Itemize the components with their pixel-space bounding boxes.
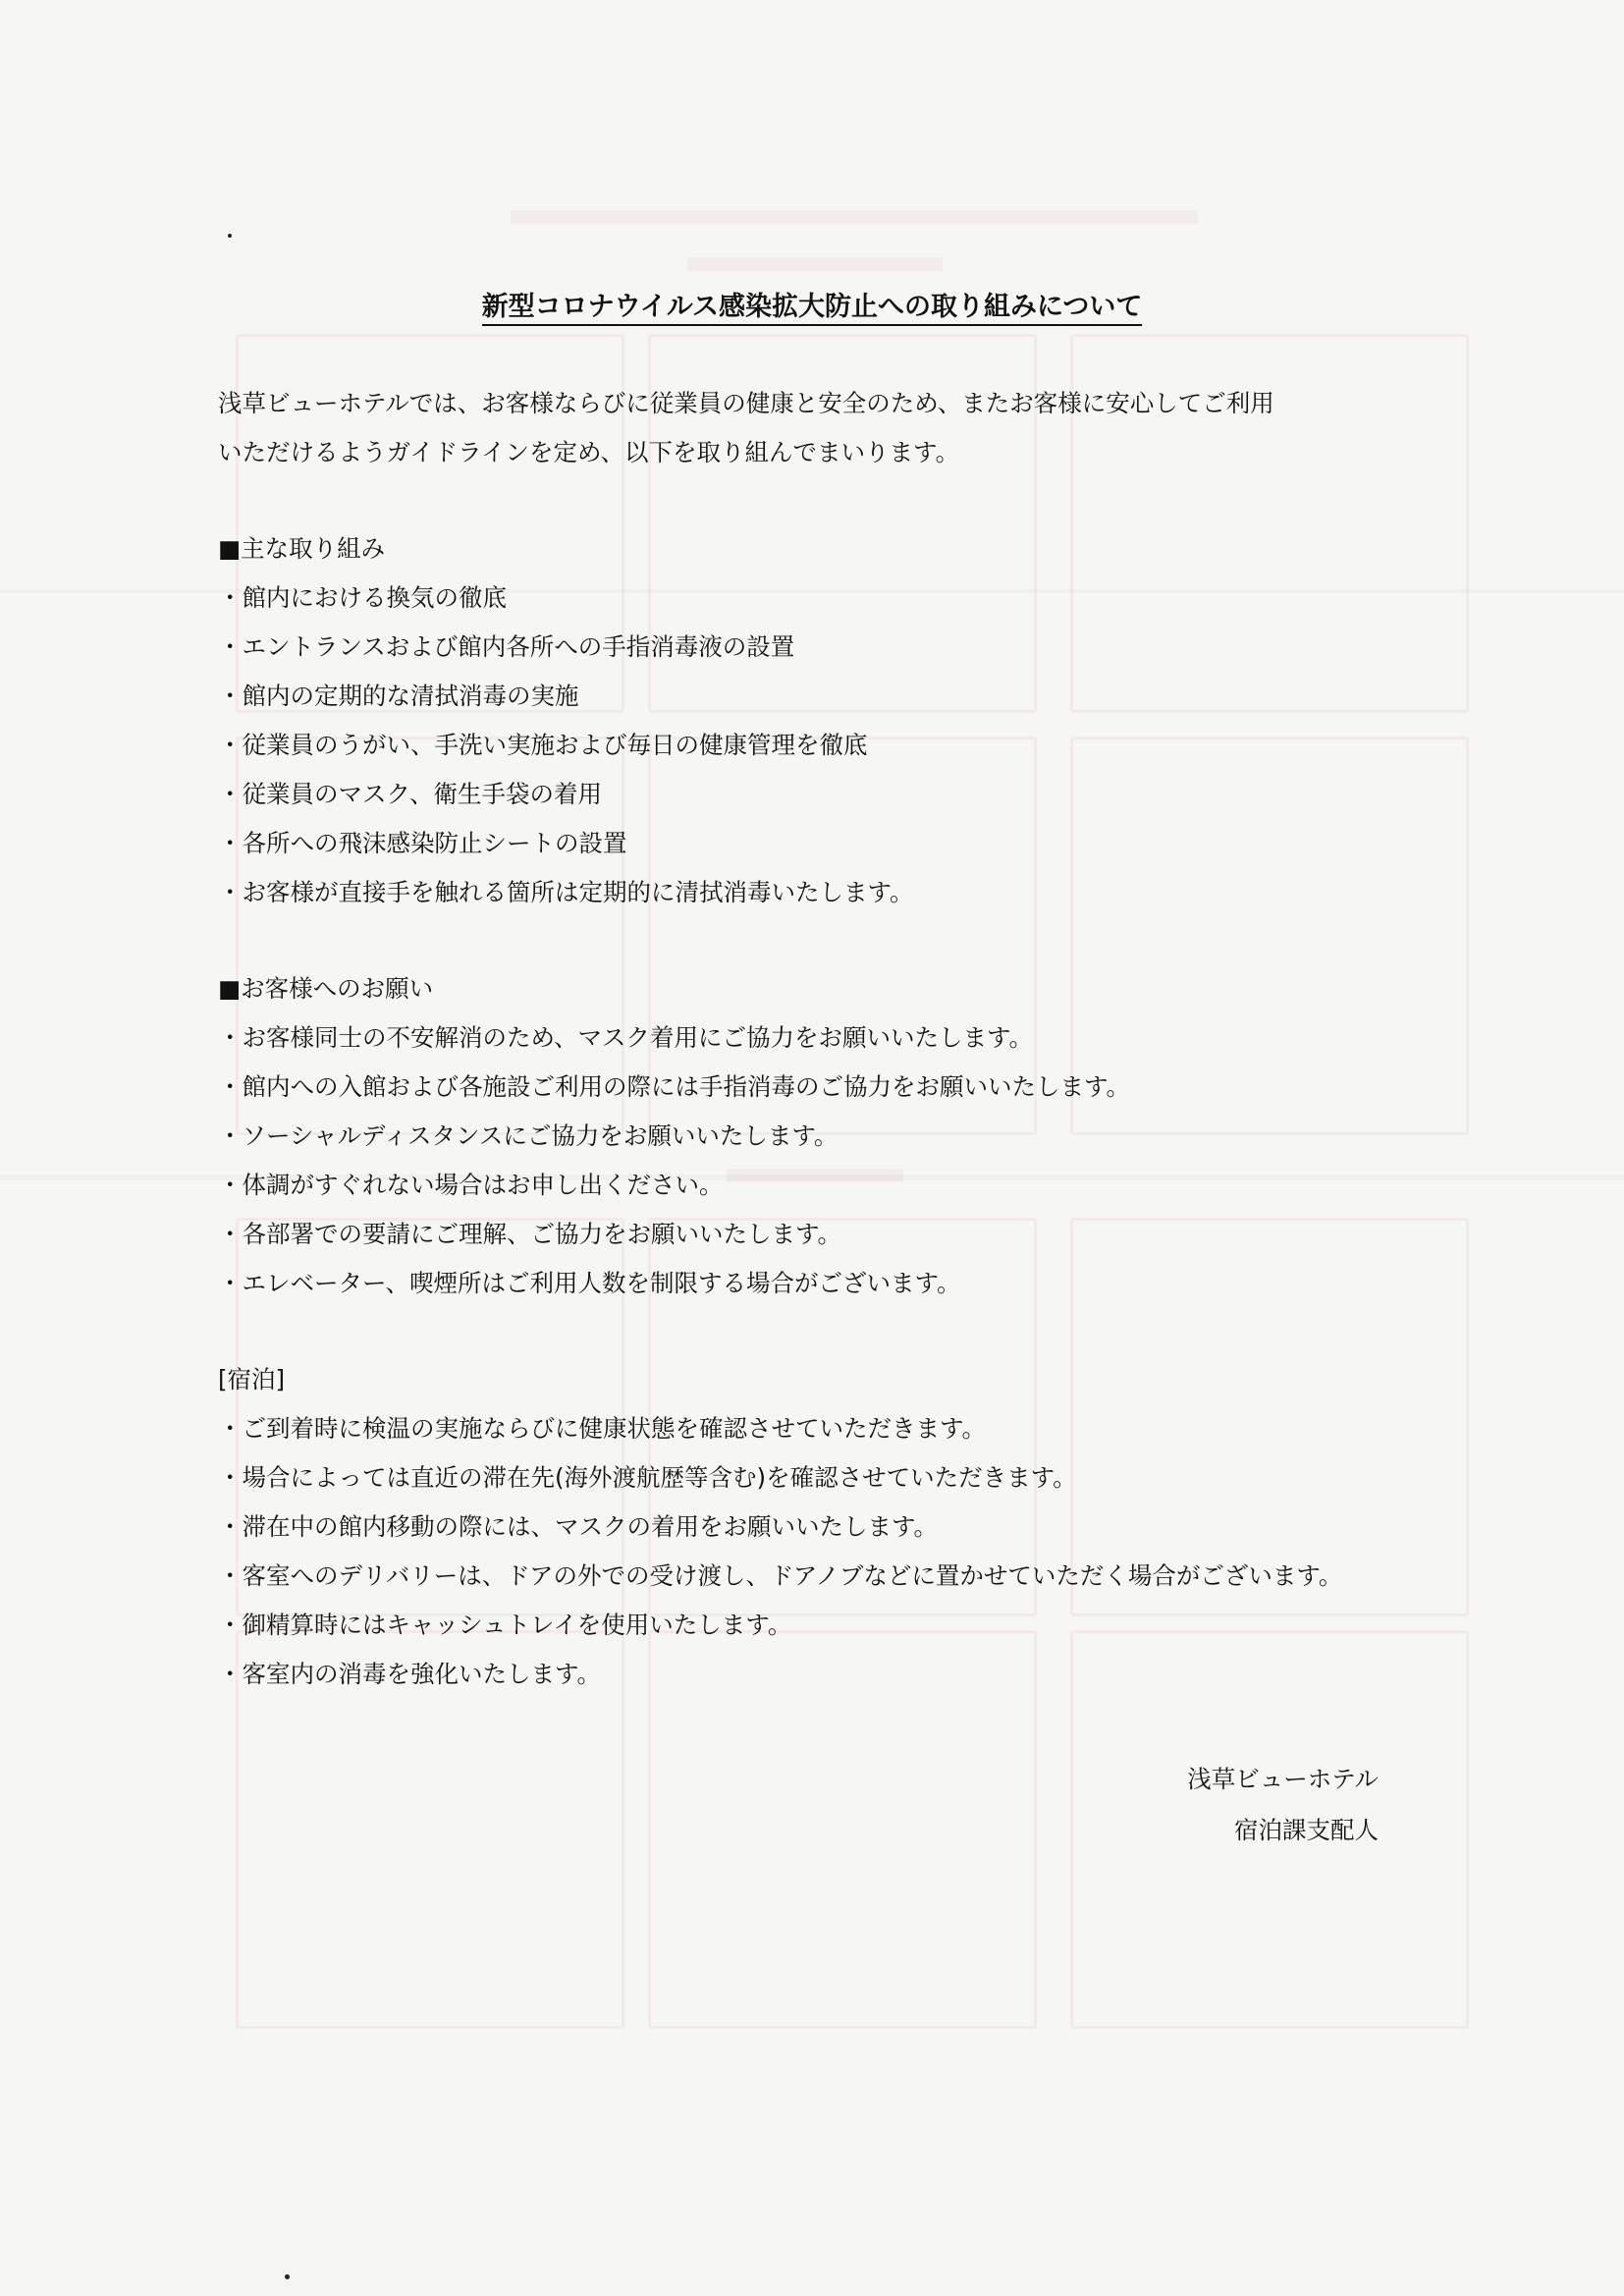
list-item: ・ご到着時に検温の実施ならびに健康状態を確認させていただきます。 <box>218 1414 987 1443</box>
signer-position: 宿泊課支配人 <box>1234 1816 1379 1844</box>
title-text: 新型コロナウイルス感染拡大防止への取り組みについて <box>482 292 1143 326</box>
intro-line: いただけるようガイドラインを定め、以下を取り組んでまいります。 <box>218 438 960 466</box>
list-item: ・従業員のマスク、衛生手袋の着用 <box>218 780 603 808</box>
list-item: ・各部署での要請にご理解、ご協力をお願いいたします。 <box>218 1220 842 1248</box>
list-item: ・各所への飛沫感染防止シートの設置 <box>218 829 627 857</box>
document-title <box>0 285 1624 323</box>
list-item: ・エレベーター、喫煙所はご利用人数を制限する場合がございます。 <box>218 1269 961 1297</box>
list-item: ・お客様同士の不安解消のため、マスク着用にご協力をお願いいたします。 <box>218 1023 1034 1052</box>
list-item: ・御精算時にはキャッシュトレイを使用いたします。 <box>218 1611 792 1639</box>
section-accommodation <box>218 1355 1416 1699</box>
list-item: ・館内における換気の徹底 <box>218 583 507 612</box>
scan-speck <box>285 2274 290 2279</box>
document-body <box>218 379 1416 1699</box>
list-item: ・ソーシャルディスタンスにご協力をお願いいたします。 <box>218 1121 839 1150</box>
list-item: ・館内への入館および各施設ご利用の際には手指消毒のご協力をお願いいたします。 <box>218 1072 1131 1101</box>
list-item: ・館内の定期的な清拭消毒の実施 <box>218 682 579 710</box>
section-main-measures <box>218 524 1416 917</box>
intro-line: 浅草ビューホテルでは、お客様ならびに従業員の健康と安全のため、またお客様に安心してご利用 <box>218 389 1274 417</box>
list-item: ・従業員のうがい、手洗い実施および毎日の健康管理を徹底 <box>218 731 868 759</box>
list-item: ・体調がすぐれない場合はお申し出ください。 <box>218 1171 724 1199</box>
list-item: ・エントランスおよび館内各所への手指消毒液の設置 <box>218 632 795 661</box>
section-guest-requests <box>218 964 1416 1308</box>
list-item: ・滞在中の館内移動の際には、マスクの着用をお願いいたします。 <box>218 1512 939 1541</box>
section-heading: [宿泊] <box>218 1365 286 1394</box>
list-item: ・お客様が直接手を触れる箇所は定期的に清拭消毒いたします。 <box>218 878 914 906</box>
list-item: ・客室へのデリバリーは、ドアの外での受け渡し、ドアノブなどに置かせていただく場合がございます。 <box>218 1561 1343 1590</box>
list-item: ・場合によっては直近の滞在先(海外渡航歴等含む)を確認させていただきます。 <box>218 1463 1077 1492</box>
hotel-name: 浅草ビューホテル <box>1187 1765 1379 1793</box>
section-heading: ■お客様へのお願い <box>218 974 434 1003</box>
scan-speck <box>228 234 232 238</box>
bleed-through-text <box>687 257 943 271</box>
signature-block <box>1187 1754 1379 1856</box>
section-heading: ■主な取り組み <box>218 534 386 563</box>
list-item: ・客室内の消毒を強化いたします。 <box>218 1660 602 1688</box>
intro-paragraph <box>218 379 1416 477</box>
bleed-through-text <box>511 210 1198 224</box>
